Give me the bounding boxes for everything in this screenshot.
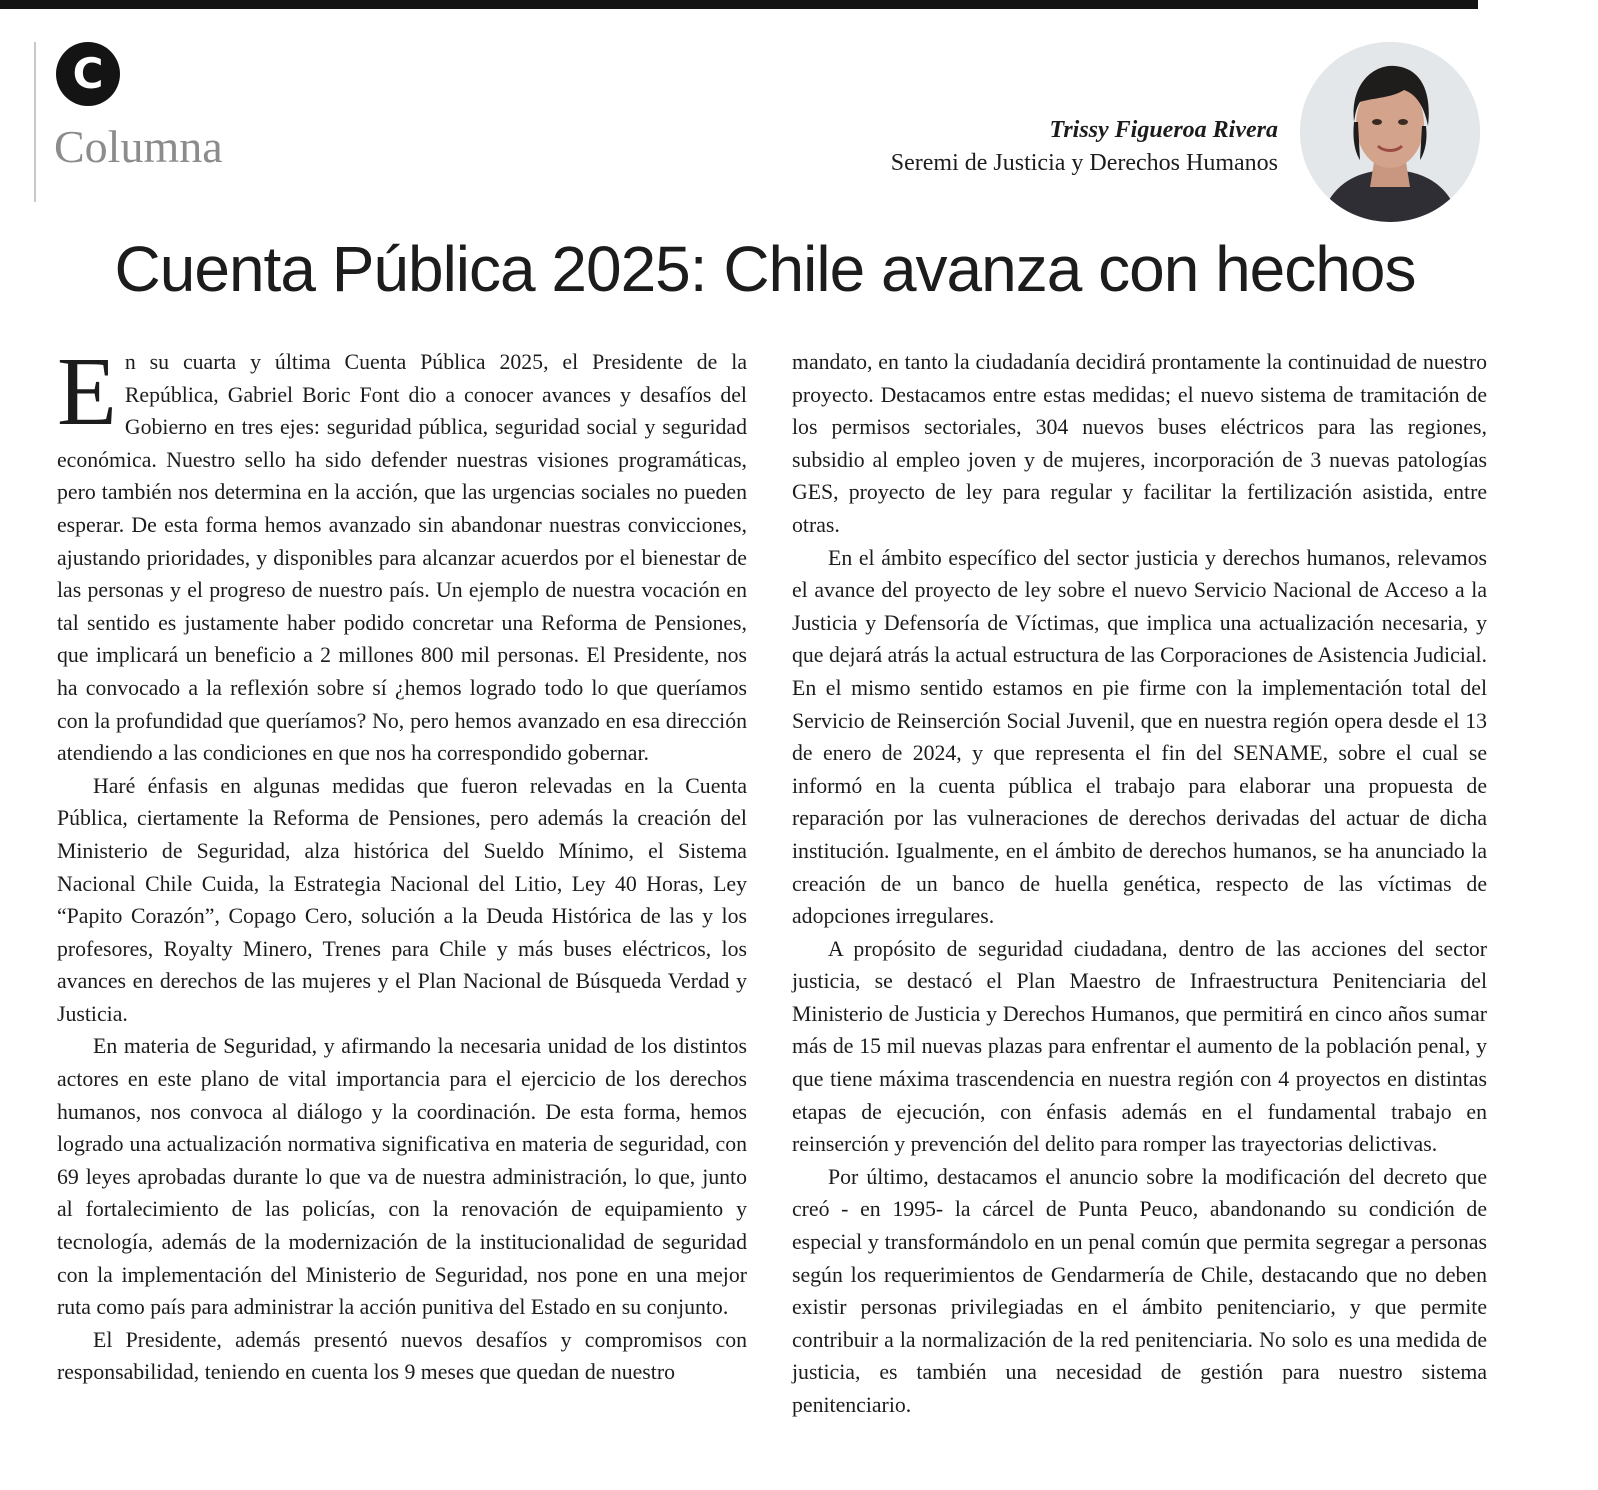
top-rule	[0, 0, 1478, 9]
article-column-left	[57, 338, 747, 1389]
article-headline: Cuenta Pública 2025: Chile avanza con hechos	[114, 233, 1416, 305]
author-name: Trissy Figueroa Rivera	[1049, 117, 1278, 143]
section-badge: C	[56, 42, 120, 106]
article-paragraph: Haré énfasis en algunas medidas que fueron relevadas en la Cuenta Pública, ciertamente la Reforma de Pensiones, pero además la creación del Ministerio de Seguridad, alza histórica del Sueldo Mínimo, el Sistema Nacional Chile Cuida, la Estrategia Nacional del Litio, Ley 40 Horas, Ley “Papito Corazón”, Copago Cero, solución a la Deuda Histórica de las y los profesores, Royalty Minero, Trenes para Chile y más buses eléctricos, los avances en derechos de las mujeres y el Plan Nacional de Búsqueda Verdad y Justicia.	[57, 773, 747, 1026]
author-portrait-icon	[1300, 42, 1480, 222]
section-label: Columna	[54, 121, 223, 172]
article-column-right	[792, 346, 1487, 1422]
article-paragraph: mandato, en tanto la ciudadanía decidirá prontamente la continuidad de nuestro proyecto. Destacamos entre estas medidas; el nuevo sistema de tramitación de los permisos sectoriales, 304 nuevos buses eléctricos para las regiones, subsidio al empleo joven y de mujeres, incorporación de 3 nuevas patologías GES, proyecto de ley para regular y facilitar la fertilización asistida, entre otras.	[792, 350, 1487, 537]
article-paragraph: El Presidente, además presentó nuevos desafíos y compromisos con responsabilidad, teniendo en cuenta los 9 meses que quedan de nuestro	[57, 1327, 747, 1385]
article-paragraph: A propósito de seguridad ciudadana, dentro de las acciones del sector justicia, se destacó el Plan Maestro de Infraestructura Penitenciaria del Ministerio de Justicia y Derechos Humanos, que permitirá en cinco años sumar más de 15 mil nuevas plazas para enfrentar el aumento de la población penal, y que tiene máxima trascendencia en nuestra región con 4 proyectos en distintas etapas de ejecución, con énfasis además en el fundamental trabajo en reinserción y prevención del delito para romper las trayectorias delictivas.	[792, 936, 1487, 1157]
paragraph-text: n su cuarta y última Cuenta Pública 2025, el Presidente de la República, Gabriel Boric Font dio a conocer avances y desafíos del Gobierno en tres ejes: seguridad pública, seguridad social y seguridad económica. Nuestro sello ha sido defender nuestras visiones programáticas, pero también nos determina en la acción, que las urgencias sociales no pueden esperar. De esta forma hemos avanzado sin abandonar nuestras convicciones, ajustando prioridades, y disponibles para alcanzar acuerdos por el bienestar de las personas y el progreso de nuestro país. Un ejemplo de nuestra vocación en tal sentido es justamente haber podido concretar una Reforma de Pensiones, que implicará un beneficio a 2 millones 800 mil personas. El Presidente, nos ha convocado a la reflexión sobre sí ¿hemos logrado todo lo que queríamos con la profundidad que queríamos? No, pero hemos avanzado en esa dirección atendiendo a las condiciones en que nos ha correspondido gobernar.	[57, 350, 747, 766]
article-paragraph: En el ámbito específico del sector justicia y derechos humanos, relevamos el avance del proyecto de ley sobre el nuevo Servicio Nacional de Acceso a la Justicia y Defensoría de Víctimas, que implica una actualización necesaria, y que dejará atrás la actual estructura de las Corporaciones de Asistencia Judicial. En el mismo sentido estamos en pie firme con la implementación total del Servicio de Reinserción Social Juvenil, que en nuestra región opera desde el 13 de enero de 2024, y que representa el fin del SENAME, sobre el cual se informó en la cuenta pública el trabajo para elaborar una propuesta de reparación por las vulneraciones de derechos derivadas del actuar de dicha institución. Igualmente, en el ámbito de derechos humanos, se ha anunciado la creación de un banco de huella genética, respecto de las víctimas de adopciones irregulares.	[792, 545, 1487, 929]
article-paragraph: Por último, destacamos el anuncio sobre la modificación del decreto que creó - en 1995- la cárcel de Punta Peuco, abandonando su condición de especial y transformándolo en un penal común que permita segregar a personas según los requerimientos de Gendarmería de Chile, destacando que no deben existir personas privilegiadas en el ámbito penitenciario, y que permite contribuir a la normalización de la red penitenciaria. No solo es una medida de justicia, es también una necesidad de gestión para nuestro sistema penitenciario.	[792, 1164, 1487, 1417]
author-photo	[1300, 42, 1480, 222]
author-role: Seremi de Justicia y Derechos Humanos	[890, 150, 1278, 176]
article-paragraph: En materia de Seguridad, y afirmando la necesaria unidad de los distintos actores en este plano de vital importancia para el ejercicio de los derechos humanos, nos convoca al diálogo y la coordinación. De esta forma, hemos logrado una actualización normativa significativa en materia de seguridad, con 69 leyes aprobadas durante lo que va de nuestra administración, lo que, junto al fortalecimiento de las policías, con la renovación de equipamiento y tecnología, además de la modernización de la institucionalidad de seguridad con la implementación del Ministerio de Seguridad, nos pone en una mejor ruta como país para administrar la acción punitiva del Estado en su conjunto.	[57, 1034, 747, 1320]
drop-cap: E	[57, 338, 117, 446]
article-paragraph	[57, 338, 747, 770]
section-divider	[34, 42, 36, 202]
